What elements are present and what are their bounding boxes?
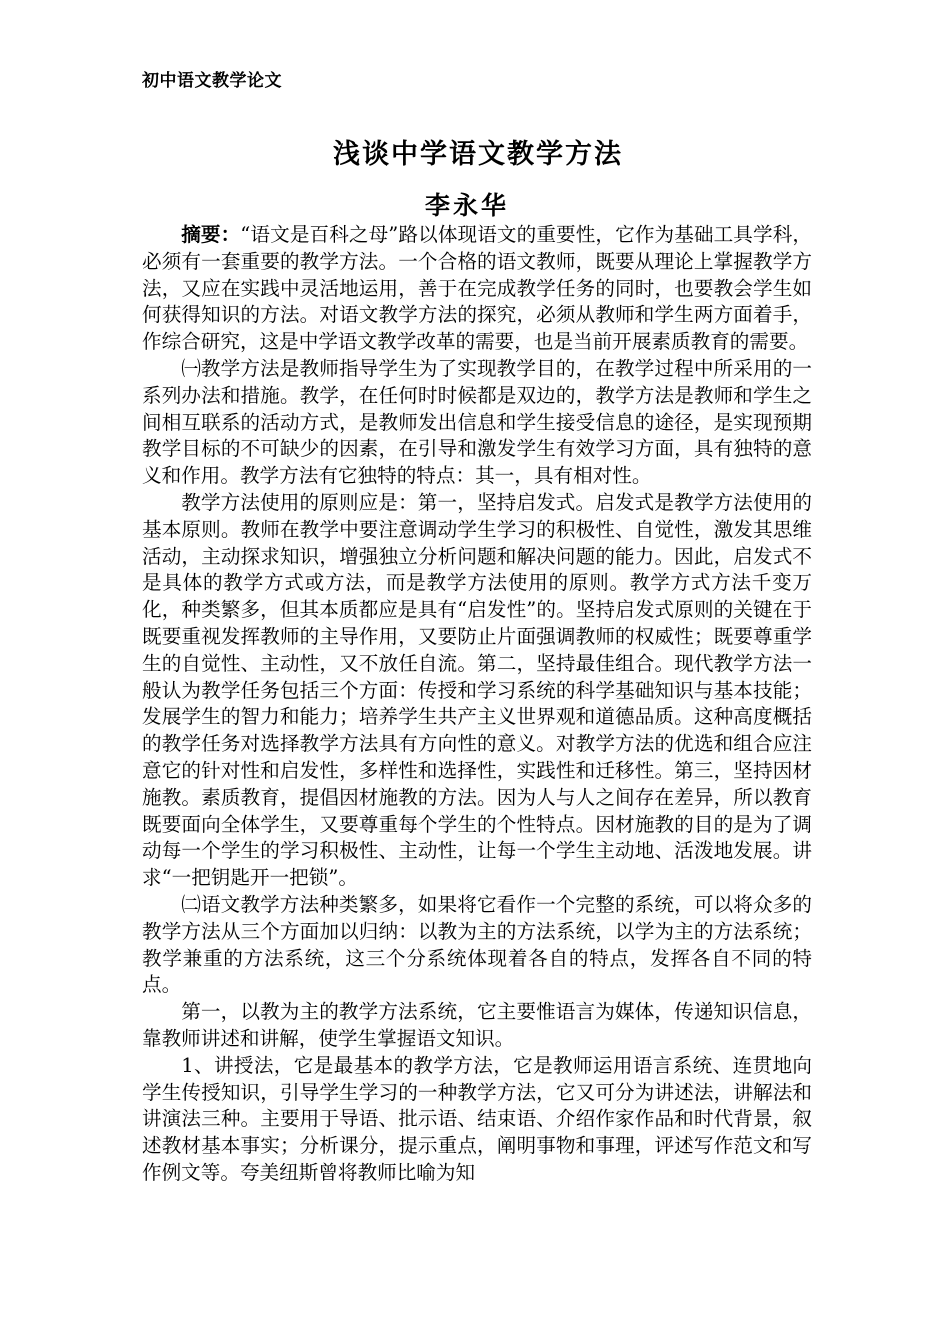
paragraph-principles: 教学方法使用的原则应是：第一，坚持启发式。启发式是教学方法使用的基本原则。教师在教学中要注意调动学生学习的积极性、自觉性，激发其思维活动，主动探求知识，增强独立分析问题和解决问题的能力。因此，启发式不是具体的教学方式或方法，而是教学方法使用的原则。教学方式方法千变万化，种类繁多，但其本质都应是具有“启发性”的。坚持启发式原则的关键在于既要重视发挥教师的主导作用，又要防止片面强调教师的权威性；既要尊重学生的自觉性、主动性，又不放任自流。第二，坚持最佳组合。现代教学方法一般认为教学任务包括三个方面：传授和学习系统的科学基础知识与基本技能；发展学生的智力和能力；培养学生共产主义世界观和道德品质。这种高度概括的教学任务对选择教学方法具有方向性的意义。对教学方法的优选和组合应注意它的针对性和启发性，多样性和选择性，实践性和迁移性。第三，坚持因材施教。素质教育，提倡因材施教的方法。因为人与人之间存在差异，所以教育既要面向全体学生，又要尊重每个学生的个性特点。因材施教的目的是为了调动每一个学生的学习积极性、主动性，让每一个学生主动地、活泼地发展。讲求“一把钥匙开一把锁”。 [142,490,812,890]
paragraph-teacher-centered: 第一，以教为主的教学方法系统，它主要惟语言为媒体，传递知识信息，靠教师讲述和讲解，使学生掌握语文知识。 [142,1000,812,1050]
paragraph-method-systems: ㈡语文教学方法种类繁多，如果将它看作一个完整的系统，可以将众多的教学方法从三个方面加以归纳：以教为主的方法系统，以学为主的方法系统；教学兼重的方法系统，这三个分系统体现着各自的特点，发挥各自不同的特点。 [142,892,812,997]
abstract-paragraph [142,222,812,356]
abstract-label: 摘要： [181,223,241,246]
article-author: 李永华 [425,191,510,220]
article-title: 浅谈中学语文教学方法 [333,139,623,170]
abstract-text: “语文是百科之母”路以体现语文的重要性，它作为基础工具学科，必须有一套重要的教学方法。一个合格的语文教师，既要从理论上掌握教学方法，又应在实践中灵活地运用，善于在完成教学任务的同时，也要教会学生如何获得知识的方法。对语文教学方法的探究，必须从教师和学生两方面着手，作综合研究，这是中学语文教学改革的需要，也是当前开展素质教育的需要。 [142,223,812,354]
running-header: 初中语文教学论文 [142,71,282,91]
article-body [142,222,812,1187]
paragraph-teaching-method-definition: ㈠教学方法是教师指导学生为了实现教学目的，在教学过程中所采用的一系列办法和措施。教学，在任何时时候都是双边的，教学方法是教师和学生之间相互联系的活动方式，是教师发出信息和学生接受信息的途径，是实现预期教学目标的不可缺少的因素，在引导和激发学生有效学习方面，具有独特的意义和作用。教学方法有它独特的特点：其一，具有相对性。 [142,356,812,488]
paragraph-lecture-method: 1、讲授法，它是最基本的教学方法，它是教师运用语言系统、连贯地向学生传授知识，引导学生学习的一种教学方法，它又可分为讲述法，讲解法和讲演法三种。主要用于导语、批示语、结束语、介绍作家作品和时代背景，叙述教材基本事实；分析课分，提示重点，阐明事物和事理，评述写作范文和写作例文等。夸美纽斯曾将教师比喻为知 [142,1053,812,1184]
